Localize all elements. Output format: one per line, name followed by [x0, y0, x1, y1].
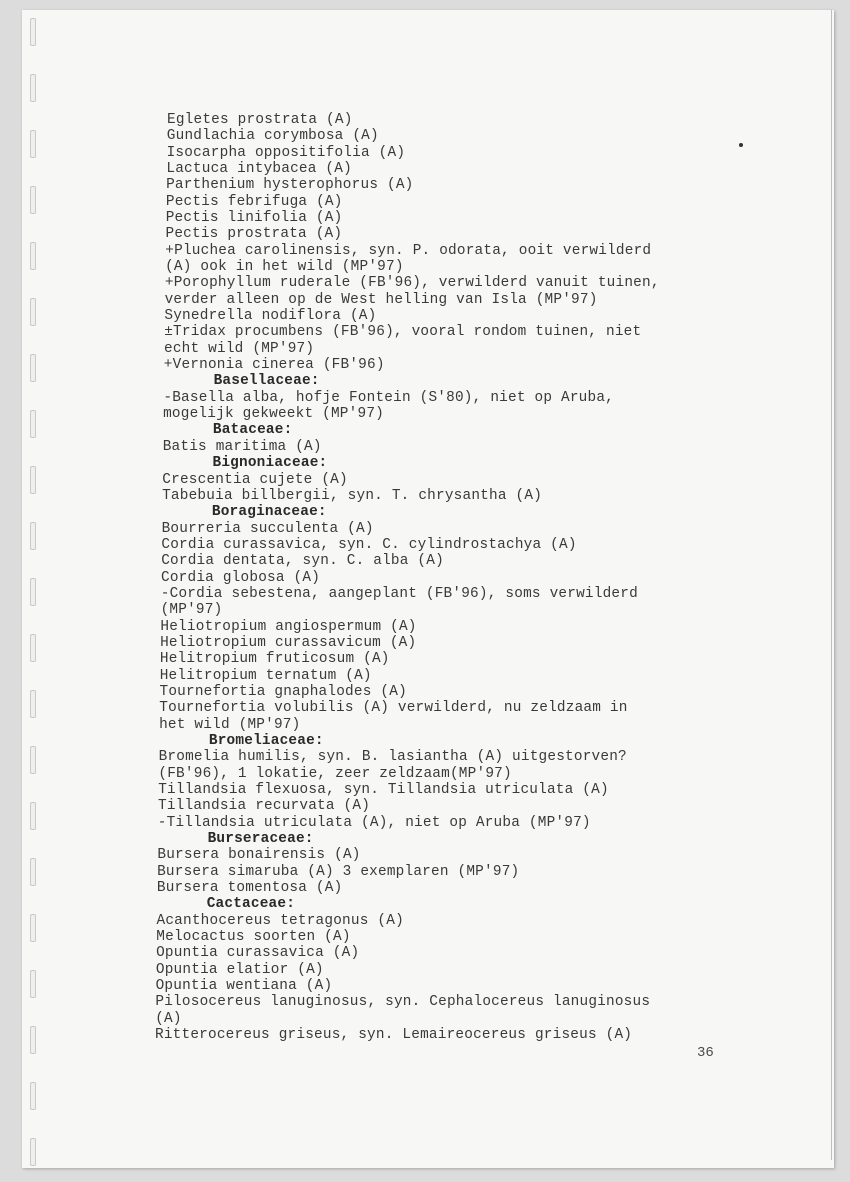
- species-entry: Gundlachia corymbosa (A): [166, 128, 379, 145]
- species-entry: Heliotropium curassavicum (A): [160, 634, 417, 651]
- species-entry: Synedrella nodiflora (A): [164, 308, 377, 325]
- species-entry: Parthenium hysterophorus (A): [166, 177, 414, 194]
- family-heading: Cactaceae:: [206, 896, 296, 913]
- species-entry: Cordia curassavica, syn. C. cylindrostachya (A): [161, 536, 577, 553]
- page-number: 36: [697, 1045, 714, 1061]
- species-entry: Helitropium fruticosum (A): [159, 651, 390, 668]
- species-entry: Tillandsia flexuosa, syn. Tillandsia utriculata (A): [158, 781, 609, 798]
- family-heading: Burseraceae:: [207, 830, 314, 847]
- species-entry: Isocarpha oppositifolia (A): [166, 144, 406, 161]
- species-entry: Pilosocereus lanuginosus, syn. Cephalocereus lanuginosus: [155, 994, 651, 1011]
- family-heading: Bignoniaceae:: [212, 455, 328, 472]
- species-entry: (A) ook in het wild (MP'97): [165, 259, 404, 276]
- species-entry: Bursera tomentosa (A): [156, 879, 343, 896]
- species-entry: ±Tridax procumbens (FB'96), vooral rondom tuinen, niet: [164, 324, 642, 341]
- species-entry: -Cordia sebestena, aangeplant (FB'96), soms verwilderd: [160, 585, 638, 602]
- species-entry: Helitropium ternatum (A): [159, 667, 372, 684]
- species-entry: +Porophyllum ruderale (FB'96), verwilderd vanuit tuinen,: [164, 275, 660, 292]
- species-entry: Tournefortia gnaphalodes (A): [159, 683, 407, 700]
- species-entry: Tillandsia recurvata (A): [158, 798, 371, 815]
- species-entry: Opuntia wentiana (A): [155, 978, 333, 994]
- species-entry: Opuntia elatior (A): [155, 961, 324, 978]
- species-entry: Ritterocereus griseus, syn. Lemaireocereus griseus (A): [155, 1027, 633, 1043]
- species-entry: (FB'96), 1 lokatie, zeer zeldzaam(MP'97): [158, 765, 512, 782]
- species-entry: -Tillandsia utriculata (A), niet op Aruba (MP'97): [157, 814, 591, 831]
- species-entry: Acanthocereus tetragonus (A): [156, 912, 404, 929]
- species-entry: Egletes prostrata (A): [167, 112, 353, 128]
- species-entry: verder alleen op de West helling van Isla (MP'97): [164, 291, 598, 308]
- species-entry: (MP'97): [160, 602, 223, 619]
- species-entry: +Pluchea carolinensis, syn. P. odorata, ooit verwilderd: [165, 242, 652, 259]
- species-entry: Tournefortia volubilis (A) verwilderd, nu zeldzaam in: [159, 700, 628, 717]
- species-entry: -Basella alba, hofje Fontein (S'80), niet op Aruba,: [163, 389, 615, 406]
- species-entry: Batis maritima (A): [162, 438, 322, 455]
- species-entry: Bursera simaruba (A) 3 exemplaren (MP'97): [157, 863, 520, 880]
- family-heading: Bataceae:: [212, 422, 293, 439]
- species-entry: Bourreria succulenta (A): [161, 520, 374, 537]
- species-entry: Opuntia curassavica (A): [156, 945, 360, 962]
- species-entry: Bursera bonairensis (A): [157, 847, 361, 864]
- family-heading: Boraginaceae:: [211, 504, 327, 521]
- family-heading: Bromeliaceae:: [208, 732, 324, 749]
- species-entry: Heliotropium angiospermum (A): [160, 618, 417, 635]
- species-entry: Pectis febrifuga (A): [165, 193, 343, 210]
- species-entry: Lactuca intybacea (A): [166, 161, 352, 177]
- species-entry: Bromelia humilis, syn. B. lasiantha (A) uitgestorven?: [158, 749, 627, 766]
- species-entry: Pectis prostrata (A): [165, 226, 343, 243]
- species-entry: Crescentia cujete (A): [162, 471, 348, 488]
- family-heading: Basellaceae:: [213, 373, 320, 390]
- species-entry: Cordia dentata, syn. C. alba (A): [161, 553, 444, 570]
- species-entry: (A): [155, 1010, 182, 1027]
- species-entry: het wild (MP'97): [159, 716, 301, 733]
- species-entry: echt wild (MP'97): [164, 340, 315, 357]
- species-entry: Melocactus soorten (A): [156, 929, 351, 945]
- species-entry: mogelijk gekweekt (MP'97): [163, 406, 384, 423]
- species-entry: Pectis linifolia (A): [165, 210, 343, 226]
- species-entry: Cordia globosa (A): [161, 569, 321, 586]
- species-entry: Tabebuia billbergii, syn. T. chrysantha (A): [162, 487, 543, 504]
- species-entry: +Vernonia cinerea (FB'96): [163, 357, 385, 374]
